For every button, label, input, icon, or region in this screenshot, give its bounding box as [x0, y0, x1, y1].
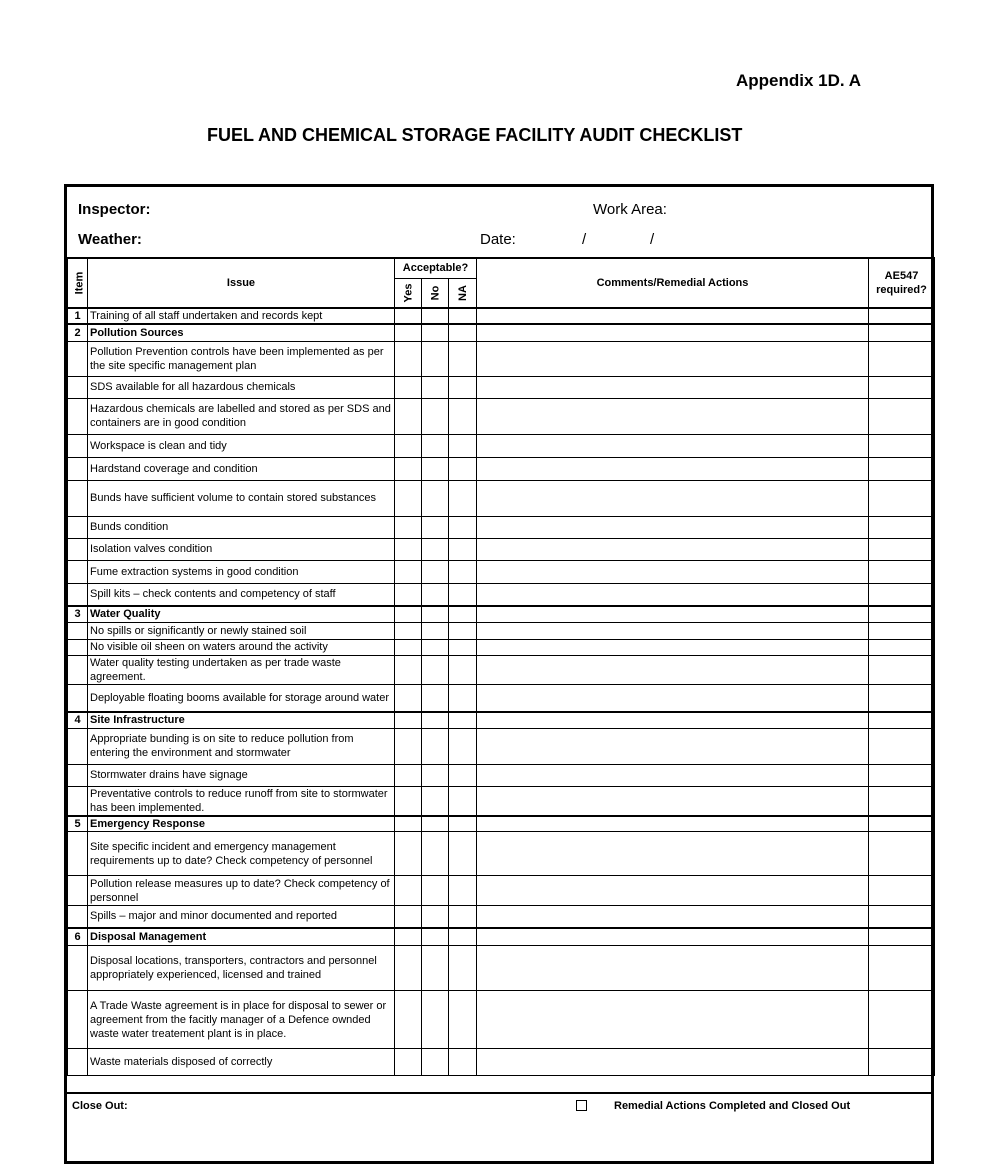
comments-cell[interactable] — [477, 639, 869, 655]
issue-text: Site specific incident and emergency management requirements up to date? Check competency of personnel — [88, 832, 395, 876]
na-cell[interactable] — [449, 376, 477, 398]
ae547-cell[interactable] — [869, 583, 935, 606]
comments-cell[interactable] — [477, 434, 869, 457]
na-column-header: NA — [449, 278, 477, 308]
ae547-cell[interactable] — [869, 434, 935, 457]
close-out-label: Close Out: — [72, 1100, 128, 1112]
table-row — [68, 341, 935, 376]
ae547-cell[interactable] — [869, 928, 935, 946]
issue-text: Stormwater drains have signage — [88, 764, 395, 786]
section-heading: Disposal Management — [88, 928, 395, 946]
issue-text: Disposal locations, transporters, contractors and personnel appropriately experienced, licensed and trained — [88, 946, 395, 991]
item-number — [68, 1049, 88, 1076]
item-number — [68, 457, 88, 480]
na-cell[interactable] — [449, 583, 477, 606]
comments-cell[interactable] — [477, 928, 869, 946]
issue-text: Spill kits – check contents and competency of staff — [88, 583, 395, 606]
item-number — [68, 583, 88, 606]
yes-cell[interactable] — [395, 764, 422, 786]
issue-text: Training of all staff undertaken and records kept — [88, 308, 395, 324]
item-number — [68, 728, 88, 764]
no-cell[interactable] — [422, 434, 449, 457]
na-cell[interactable] — [449, 622, 477, 639]
yes-cell[interactable] — [395, 560, 422, 583]
yes-column-header: Yes — [395, 278, 422, 308]
comments-cell[interactable] — [477, 684, 869, 712]
weather-label: Weather: — [78, 231, 142, 248]
yes-cell[interactable] — [395, 538, 422, 560]
table-row — [68, 876, 935, 906]
item-number — [68, 480, 88, 516]
table-row — [68, 308, 935, 324]
ae547-cell[interactable] — [869, 308, 935, 324]
table-row — [68, 622, 935, 639]
item-number — [68, 906, 88, 928]
table-row — [68, 538, 935, 560]
comments-cell[interactable] — [477, 376, 869, 398]
comments-cell[interactable] — [477, 906, 869, 928]
yes-cell[interactable] — [395, 398, 422, 434]
yes-cell[interactable] — [395, 906, 422, 928]
no-cell[interactable] — [422, 991, 449, 1049]
item-number — [68, 639, 88, 655]
no-cell[interactable] — [422, 606, 449, 622]
no-cell[interactable] — [422, 457, 449, 480]
item-number: 3 — [68, 606, 88, 622]
comments-cell[interactable] — [477, 308, 869, 324]
issue-text: Waste materials disposed of correctly — [88, 1049, 395, 1076]
item-number — [68, 655, 88, 684]
item-number: 5 — [68, 816, 88, 832]
comments-cell[interactable] — [477, 786, 869, 816]
item-number: 2 — [68, 324, 88, 341]
yes-cell[interactable] — [395, 583, 422, 606]
comments-cell[interactable] — [477, 946, 869, 991]
ae547-cell[interactable] — [869, 457, 935, 480]
comments-cell[interactable] — [477, 764, 869, 786]
issue-text: Pollution Prevention controls have been implemented as per the site specific management plan — [88, 341, 395, 376]
no-cell[interactable] — [422, 376, 449, 398]
yes-cell[interactable] — [395, 434, 422, 457]
ae547-cell[interactable] — [869, 1049, 935, 1076]
item-number — [68, 376, 88, 398]
na-cell[interactable] — [449, 728, 477, 764]
item-number — [68, 991, 88, 1049]
comments-cell[interactable] — [477, 583, 869, 606]
table-row — [68, 764, 935, 786]
yes-cell[interactable] — [395, 480, 422, 516]
no-cell[interactable] — [422, 928, 449, 946]
item-number — [68, 786, 88, 816]
work-area-label: Work Area: — [593, 201, 667, 218]
remedial-completed-label: Remedial Actions Completed and Closed Out — [614, 1100, 851, 1112]
issue-text: No spills or significantly or newly stained soil — [88, 622, 395, 639]
comments-cell[interactable] — [477, 341, 869, 376]
yes-cell[interactable] — [395, 712, 422, 728]
no-cell[interactable] — [422, 1049, 449, 1076]
comments-cell[interactable] — [477, 324, 869, 341]
section-heading: Site Infrastructure — [88, 712, 395, 728]
no-cell[interactable] — [422, 480, 449, 516]
ae547-cell[interactable] — [869, 398, 935, 434]
section-heading: Water Quality — [88, 606, 395, 622]
na-cell[interactable] — [449, 876, 477, 906]
table-row — [68, 324, 935, 341]
ae547-cell[interactable] — [869, 341, 935, 376]
checklist-form — [64, 184, 934, 1164]
na-cell[interactable] — [449, 639, 477, 655]
na-cell[interactable] — [449, 991, 477, 1049]
item-number: 1 — [68, 308, 88, 324]
yes-cell[interactable] — [395, 606, 422, 622]
issue-text: Preventative controls to reduce runoff from site to stormwater has been implemented. — [88, 786, 395, 816]
comments-cell[interactable] — [477, 606, 869, 622]
issue-text: No visible oil sheen on waters around the activity — [88, 639, 395, 655]
no-column-header: No — [422, 278, 449, 308]
table-row — [68, 606, 935, 622]
yes-cell[interactable] — [395, 786, 422, 816]
yes-cell[interactable] — [395, 684, 422, 712]
issue-text: Bunds have sufficient volume to contain stored substances — [88, 480, 395, 516]
na-cell[interactable] — [449, 928, 477, 946]
comments-cell[interactable] — [477, 655, 869, 684]
ae547-cell[interactable] — [869, 946, 935, 991]
issue-text: Spills – major and minor documented and reported — [88, 906, 395, 928]
date-separator: / — [582, 231, 587, 248]
na-cell[interactable] — [449, 816, 477, 832]
ae547-cell[interactable] — [869, 376, 935, 398]
item-number — [68, 684, 88, 712]
no-cell[interactable] — [422, 308, 449, 324]
comments-cell[interactable] — [477, 712, 869, 728]
issue-text: Pollution release measures up to date? Check competency of personnel — [88, 876, 395, 906]
ae547-cell[interactable] — [869, 480, 935, 516]
na-cell[interactable] — [449, 764, 477, 786]
na-cell[interactable] — [449, 341, 477, 376]
no-cell[interactable] — [422, 538, 449, 560]
na-cell[interactable] — [449, 786, 477, 816]
table-row — [68, 832, 935, 876]
table-row — [68, 1049, 935, 1076]
na-cell[interactable] — [449, 434, 477, 457]
na-cell[interactable] — [449, 560, 477, 583]
ae547-cell[interactable] — [869, 816, 935, 832]
item-number — [68, 622, 88, 639]
yes-cell[interactable] — [395, 622, 422, 639]
yes-cell[interactable] — [395, 324, 422, 341]
item-number — [68, 538, 88, 560]
no-cell[interactable] — [422, 786, 449, 816]
table-row — [68, 786, 935, 816]
issue-text: Hardstand coverage and condition — [88, 457, 395, 480]
no-cell[interactable] — [422, 816, 449, 832]
item-number — [68, 434, 88, 457]
table-row — [68, 639, 935, 655]
yes-cell[interactable] — [395, 457, 422, 480]
acceptable-column-header: Acceptable? — [395, 258, 477, 278]
ae547-cell[interactable] — [869, 516, 935, 538]
date-label: Date: — [480, 231, 516, 248]
no-cell[interactable] — [422, 655, 449, 684]
item-number — [68, 398, 88, 434]
remedial-completed-checkbox[interactable] — [576, 1100, 587, 1111]
yes-cell[interactable] — [395, 655, 422, 684]
yes-cell[interactable] — [395, 946, 422, 991]
table-row — [68, 457, 935, 480]
ae547-cell[interactable] — [869, 786, 935, 816]
comments-cell[interactable] — [477, 398, 869, 434]
no-cell[interactable] — [422, 876, 449, 906]
table-row — [68, 728, 935, 764]
section-heading: Emergency Response — [88, 816, 395, 832]
page-title: FUEL AND CHEMICAL STORAGE FACILITY AUDIT CHECKLIST — [207, 125, 743, 145]
yes-cell[interactable] — [395, 728, 422, 764]
table-row — [68, 434, 935, 457]
na-cell[interactable] — [449, 538, 477, 560]
no-cell[interactable] — [422, 946, 449, 991]
na-cell[interactable] — [449, 655, 477, 684]
no-cell[interactable] — [422, 560, 449, 583]
checklist-table — [67, 257, 935, 1076]
yes-cell[interactable] — [395, 516, 422, 538]
item-number — [68, 560, 88, 583]
table-row — [68, 398, 935, 434]
no-cell[interactable] — [422, 906, 449, 928]
ae547-cell[interactable] — [869, 324, 935, 341]
item-number — [68, 516, 88, 538]
table-row — [68, 376, 935, 398]
comments-cell[interactable] — [477, 480, 869, 516]
table-row — [68, 712, 935, 728]
table-row — [68, 560, 935, 583]
table-row — [68, 906, 935, 928]
item-number — [68, 946, 88, 991]
na-cell[interactable] — [449, 308, 477, 324]
na-cell[interactable] — [449, 946, 477, 991]
no-cell[interactable] — [422, 622, 449, 639]
yes-cell[interactable] — [395, 928, 422, 946]
issue-text: A Trade Waste agreement is in place for disposal to sewer or agreement from the facitly manager of a Defence ownded waste water treatement plant is in place. — [88, 991, 395, 1049]
ae547-cell[interactable] — [869, 712, 935, 728]
ae547-cell[interactable] — [869, 991, 935, 1049]
ae547-cell[interactable] — [869, 655, 935, 684]
table-row — [68, 816, 935, 832]
no-cell[interactable] — [422, 728, 449, 764]
date-separator: / — [650, 231, 655, 248]
comments-cell[interactable] — [477, 538, 869, 560]
no-cell[interactable] — [422, 583, 449, 606]
na-cell[interactable] — [449, 832, 477, 876]
na-cell[interactable] — [449, 684, 477, 712]
ae547-cell[interactable] — [869, 560, 935, 583]
issue-text: Bunds condition — [88, 516, 395, 538]
issue-column-header: Issue — [88, 258, 395, 308]
issue-text: SDS available for all hazardous chemicals — [88, 376, 395, 398]
table-row — [68, 480, 935, 516]
no-cell[interactable] — [422, 764, 449, 786]
item-number — [68, 876, 88, 906]
no-cell[interactable] — [422, 516, 449, 538]
no-cell[interactable] — [422, 341, 449, 376]
ae547-cell[interactable] — [869, 639, 935, 655]
yes-cell[interactable] — [395, 1049, 422, 1076]
item-number — [68, 764, 88, 786]
issue-text: Water quality testing undertaken as per trade waste agreement. — [88, 655, 395, 684]
comments-cell[interactable] — [477, 991, 869, 1049]
no-cell[interactable] — [422, 832, 449, 876]
table-row — [68, 928, 935, 946]
no-cell[interactable] — [422, 398, 449, 434]
ae547-cell[interactable] — [869, 876, 935, 906]
na-cell[interactable] — [449, 324, 477, 341]
inspector-label: Inspector: — [78, 201, 151, 218]
ae547-column-header: AE547 required? — [869, 258, 935, 308]
ae547-cell[interactable] — [869, 606, 935, 622]
na-cell[interactable] — [449, 480, 477, 516]
ae547-cell[interactable] — [869, 906, 935, 928]
yes-cell[interactable] — [395, 639, 422, 655]
section-heading: Pollution Sources — [88, 324, 395, 341]
na-cell[interactable] — [449, 398, 477, 434]
no-cell[interactable] — [422, 324, 449, 341]
item-number: 4 — [68, 712, 88, 728]
issue-text: Appropriate bunding is on site to reduce pollution from entering the environment and stormwater — [88, 728, 395, 764]
ae547-cell[interactable] — [869, 728, 935, 764]
close-out-divider — [67, 1092, 934, 1094]
yes-cell[interactable] — [395, 376, 422, 398]
issue-text: Hazardous chemicals are labelled and stored as per SDS and containers are in good condition — [88, 398, 395, 434]
no-cell[interactable] — [422, 712, 449, 728]
ae547-cell[interactable] — [869, 832, 935, 876]
comments-cell[interactable] — [477, 457, 869, 480]
no-cell[interactable] — [422, 639, 449, 655]
comments-cell[interactable] — [477, 876, 869, 906]
na-cell[interactable] — [449, 457, 477, 480]
na-cell[interactable] — [449, 606, 477, 622]
issue-text: Isolation valves condition — [88, 538, 395, 560]
na-cell[interactable] — [449, 516, 477, 538]
na-cell[interactable] — [449, 712, 477, 728]
comments-cell[interactable] — [477, 560, 869, 583]
comments-cell[interactable] — [477, 728, 869, 764]
yes-cell[interactable] — [395, 308, 422, 324]
issue-text: Deployable floating booms available for storage around water — [88, 684, 395, 712]
item-number: 6 — [68, 928, 88, 946]
item-number — [68, 341, 88, 376]
ae547-cell[interactable] — [869, 538, 935, 560]
no-cell[interactable] — [422, 684, 449, 712]
table-row — [68, 583, 935, 606]
comments-cell[interactable] — [477, 622, 869, 639]
comments-cell[interactable] — [477, 832, 869, 876]
comments-cell[interactable] — [477, 516, 869, 538]
item-column-header: Item — [68, 258, 88, 308]
comments-cell[interactable] — [477, 1049, 869, 1076]
yes-cell[interactable] — [395, 816, 422, 832]
ae547-cell[interactable] — [869, 622, 935, 639]
na-cell[interactable] — [449, 1049, 477, 1076]
na-cell[interactable] — [449, 906, 477, 928]
comments-column-header: Comments/Remedial Actions — [477, 258, 869, 308]
comments-cell[interactable] — [477, 816, 869, 832]
item-number — [68, 832, 88, 876]
yes-cell[interactable] — [395, 991, 422, 1049]
table-row — [68, 655, 935, 684]
yes-cell[interactable] — [395, 341, 422, 376]
appendix-label: Appendix 1D. A — [736, 71, 861, 90]
table-row — [68, 684, 935, 712]
table-row — [68, 516, 935, 538]
issue-text: Workspace is clean and tidy — [88, 434, 395, 457]
table-row — [68, 991, 935, 1049]
issue-text: Fume extraction systems in good condition — [88, 560, 395, 583]
yes-cell[interactable] — [395, 832, 422, 876]
yes-cell[interactable] — [395, 876, 422, 906]
ae547-cell[interactable] — [869, 684, 935, 712]
table-row — [68, 946, 935, 991]
ae547-cell[interactable] — [869, 764, 935, 786]
